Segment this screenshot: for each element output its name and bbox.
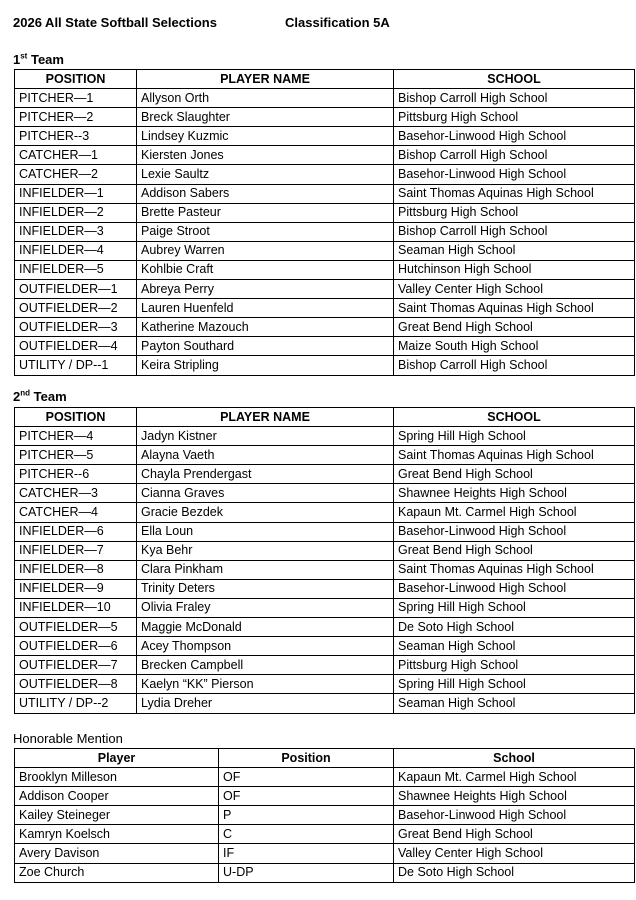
player-name-cell: Addison Cooper xyxy=(15,787,219,806)
table-row xyxy=(15,637,635,656)
table-row xyxy=(15,825,635,844)
player-name-cell: Kaelyn “KK” Pierson xyxy=(137,675,394,694)
honorable-mention-label: Honorable Mention xyxy=(13,731,123,746)
first-team-label-sup: st xyxy=(20,51,28,61)
page-title: 2026 All State Softball Selections xyxy=(13,15,217,30)
player-name-cell: Cianna Graves xyxy=(137,484,394,503)
position-cell: PITCHER—5 xyxy=(15,446,137,465)
player-name-cell: Katherine Mazouch xyxy=(137,318,394,337)
column-header-player-name: PLAYER NAME xyxy=(137,408,394,427)
position-cell: INFIELDER—6 xyxy=(15,522,137,541)
school-cell: Hutchinson High School xyxy=(394,260,635,279)
player-name-cell: Alayna Vaeth xyxy=(137,446,394,465)
table-row xyxy=(15,318,635,337)
position-cell: INFIELDER—2 xyxy=(15,203,137,222)
position-cell: OUTFIELDER—8 xyxy=(15,675,137,694)
school-cell: Valley Center High School xyxy=(394,844,635,863)
table-row xyxy=(15,618,635,637)
player-name-cell: Jadyn Kistner xyxy=(137,427,394,446)
position-cell: CATCHER—2 xyxy=(15,165,137,184)
position-cell: OF xyxy=(219,768,394,787)
school-cell: Pittsburg High School xyxy=(394,203,635,222)
column-header-player-name: PLAYER NAME xyxy=(137,70,394,89)
school-cell: Kapaun Mt. Carmel High School xyxy=(394,503,635,522)
position-cell: OF xyxy=(219,787,394,806)
player-name-cell: Kohlbie Craft xyxy=(137,260,394,279)
table-row xyxy=(15,89,635,108)
position-cell: CATCHER—4 xyxy=(15,503,137,522)
school-cell: Bishop Carroll High School xyxy=(394,89,635,108)
player-name-cell: Avery Davison xyxy=(15,844,219,863)
table-row xyxy=(15,241,635,260)
position-cell: PITCHER—2 xyxy=(15,108,137,127)
position-cell: OUTFIELDER—4 xyxy=(15,337,137,356)
classification-label: Classification 5A xyxy=(285,15,390,30)
position-cell: OUTFIELDER—6 xyxy=(15,637,137,656)
position-cell: INFIELDER—4 xyxy=(15,241,137,260)
position-cell: INFIELDER—5 xyxy=(15,260,137,279)
player-name-cell: Brette Pasteur xyxy=(137,203,394,222)
table-row xyxy=(15,787,635,806)
table-row xyxy=(15,465,635,484)
position-cell: PITCHER—4 xyxy=(15,427,137,446)
table-header-row xyxy=(15,70,635,89)
second-team-label-rest: Team xyxy=(30,389,67,404)
school-cell: Saint Thomas Aquinas High School xyxy=(394,184,635,203)
table-row xyxy=(15,541,635,560)
position-cell: UTILITY / DP--1 xyxy=(15,356,137,375)
column-header-school: SCHOOL xyxy=(394,70,635,89)
school-cell: Great Bend High School xyxy=(394,465,635,484)
position-cell: INFIELDER—3 xyxy=(15,222,137,241)
table-row xyxy=(15,280,635,299)
school-cell: Seaman High School xyxy=(394,241,635,260)
player-name-cell: Olivia Fraley xyxy=(137,598,394,617)
column-header-player: Player xyxy=(15,749,219,768)
column-header-position: POSITION xyxy=(15,408,137,427)
school-cell: Spring Hill High School xyxy=(394,598,635,617)
table-row xyxy=(15,503,635,522)
table-row xyxy=(15,446,635,465)
table-row xyxy=(15,768,635,787)
player-name-cell: Zoe Church xyxy=(15,863,219,882)
player-name-cell: Acey Thompson xyxy=(137,637,394,656)
column-header-school: SCHOOL xyxy=(394,408,635,427)
school-cell: Basehor-Linwood High School xyxy=(394,522,635,541)
school-cell: Great Bend High School xyxy=(394,825,635,844)
table-row xyxy=(15,356,635,375)
table-row xyxy=(15,484,635,503)
table-row xyxy=(15,863,635,882)
player-name-cell: Allyson Orth xyxy=(137,89,394,108)
school-cell: Saint Thomas Aquinas High School xyxy=(394,446,635,465)
school-cell: Basehor-Linwood High School xyxy=(394,127,635,146)
position-cell: UTILITY / DP--2 xyxy=(15,694,137,713)
table-row xyxy=(15,260,635,279)
player-name-cell: Brooklyn Milleson xyxy=(15,768,219,787)
school-cell: Seaman High School xyxy=(394,637,635,656)
table-row xyxy=(15,598,635,617)
school-cell: De Soto High School xyxy=(394,618,635,637)
table-row xyxy=(15,806,635,825)
second-team-label-num: 2 xyxy=(13,389,21,404)
position-cell: OUTFIELDER—7 xyxy=(15,656,137,675)
position-cell: OUTFIELDER—1 xyxy=(15,280,137,299)
table-row xyxy=(15,656,635,675)
position-cell: PITCHER--6 xyxy=(15,465,137,484)
table-row xyxy=(15,694,635,713)
player-name-cell: Lexie Saultz xyxy=(137,165,394,184)
table-row xyxy=(15,127,635,146)
document-header xyxy=(13,15,390,30)
table-row xyxy=(15,299,635,318)
column-header-position: POSITION xyxy=(15,70,137,89)
table-header-row xyxy=(15,408,635,427)
position-cell: CATCHER—3 xyxy=(15,484,137,503)
second-team-table xyxy=(14,407,635,714)
first-team-label xyxy=(13,52,64,67)
player-name-cell: Kya Behr xyxy=(137,541,394,560)
table-row xyxy=(15,427,635,446)
player-name-cell: Maggie McDonald xyxy=(137,618,394,637)
school-cell: De Soto High School xyxy=(394,863,635,882)
player-name-cell: Chayla Prendergast xyxy=(137,465,394,484)
table-row xyxy=(15,560,635,579)
table-row xyxy=(15,337,635,356)
position-cell: OUTFIELDER—2 xyxy=(15,299,137,318)
player-name-cell: Kailey Steineger xyxy=(15,806,219,825)
school-cell: Maize South High School xyxy=(394,337,635,356)
player-name-cell: Aubrey Warren xyxy=(137,241,394,260)
player-name-cell: Breck Slaughter xyxy=(137,108,394,127)
table-header-row xyxy=(15,749,635,768)
position-cell: INFIELDER—7 xyxy=(15,541,137,560)
school-cell: Pittsburg High School xyxy=(394,108,635,127)
player-name-cell: Addison Sabers xyxy=(137,184,394,203)
school-cell: Shawnee Heights High School xyxy=(394,787,635,806)
second-team-label xyxy=(13,389,67,404)
table-row xyxy=(15,146,635,165)
position-cell: PITCHER—1 xyxy=(15,89,137,108)
table-row xyxy=(15,184,635,203)
school-cell: Valley Center High School xyxy=(394,280,635,299)
second-team-label-sup: nd xyxy=(20,388,31,398)
school-cell: Saint Thomas Aquinas High School xyxy=(394,560,635,579)
player-name-cell: Payton Southard xyxy=(137,337,394,356)
school-cell: Spring Hill High School xyxy=(394,675,635,694)
first-team-table xyxy=(14,69,635,376)
school-cell: Seaman High School xyxy=(394,694,635,713)
player-name-cell: Brecken Campbell xyxy=(137,656,394,675)
position-cell: IF xyxy=(219,844,394,863)
player-name-cell: Lydia Dreher xyxy=(137,694,394,713)
school-cell: Shawnee Heights High School xyxy=(394,484,635,503)
position-cell: INFIELDER—8 xyxy=(15,560,137,579)
table-row xyxy=(15,675,635,694)
table-row xyxy=(15,844,635,863)
school-cell: Bishop Carroll High School xyxy=(394,356,635,375)
player-name-cell: Clara Pinkham xyxy=(137,560,394,579)
table-row xyxy=(15,579,635,598)
position-cell: INFIELDER—10 xyxy=(15,598,137,617)
table-row xyxy=(15,222,635,241)
player-name-cell: Abreya Perry xyxy=(137,280,394,299)
school-cell: Basehor-Linwood High School xyxy=(394,579,635,598)
first-team-label-rest: Team xyxy=(27,52,64,67)
position-cell: P xyxy=(219,806,394,825)
position-cell: PITCHER--3 xyxy=(15,127,137,146)
school-cell: Saint Thomas Aquinas High School xyxy=(394,299,635,318)
school-cell: Bishop Carroll High School xyxy=(394,146,635,165)
school-cell: Great Bend High School xyxy=(394,318,635,337)
school-cell: Pittsburg High School xyxy=(394,656,635,675)
first-team-label-num: 1 xyxy=(13,52,21,67)
table-row xyxy=(15,203,635,222)
school-cell: Great Bend High School xyxy=(394,541,635,560)
player-name-cell: Paige Stroot xyxy=(137,222,394,241)
honorable-mention-table xyxy=(14,748,635,883)
school-cell: Spring Hill High School xyxy=(394,427,635,446)
position-cell: C xyxy=(219,825,394,844)
school-cell: Basehor-Linwood High School xyxy=(394,165,635,184)
school-cell: Basehor-Linwood High School xyxy=(394,806,635,825)
table-row xyxy=(15,522,635,541)
position-cell: OUTFIELDER—5 xyxy=(15,618,137,637)
player-name-cell: Ella Loun xyxy=(137,522,394,541)
position-cell: INFIELDER—9 xyxy=(15,579,137,598)
table-row xyxy=(15,108,635,127)
column-header-position: Position xyxy=(219,749,394,768)
school-cell: Kapaun Mt. Carmel High School xyxy=(394,768,635,787)
position-cell: CATCHER—1 xyxy=(15,146,137,165)
player-name-cell: Keira Stripling xyxy=(137,356,394,375)
column-header-school: School xyxy=(394,749,635,768)
player-name-cell: Kiersten Jones xyxy=(137,146,394,165)
school-cell: Bishop Carroll High School xyxy=(394,222,635,241)
player-name-cell: Gracie Bezdek xyxy=(137,503,394,522)
position-cell: INFIELDER—1 xyxy=(15,184,137,203)
position-cell: U-DP xyxy=(219,863,394,882)
player-name-cell: Lauren Huenfeld xyxy=(137,299,394,318)
player-name-cell: Lindsey Kuzmic xyxy=(137,127,394,146)
player-name-cell: Kamryn Koelsch xyxy=(15,825,219,844)
player-name-cell: Trinity Deters xyxy=(137,579,394,598)
position-cell: OUTFIELDER—3 xyxy=(15,318,137,337)
table-row xyxy=(15,165,635,184)
